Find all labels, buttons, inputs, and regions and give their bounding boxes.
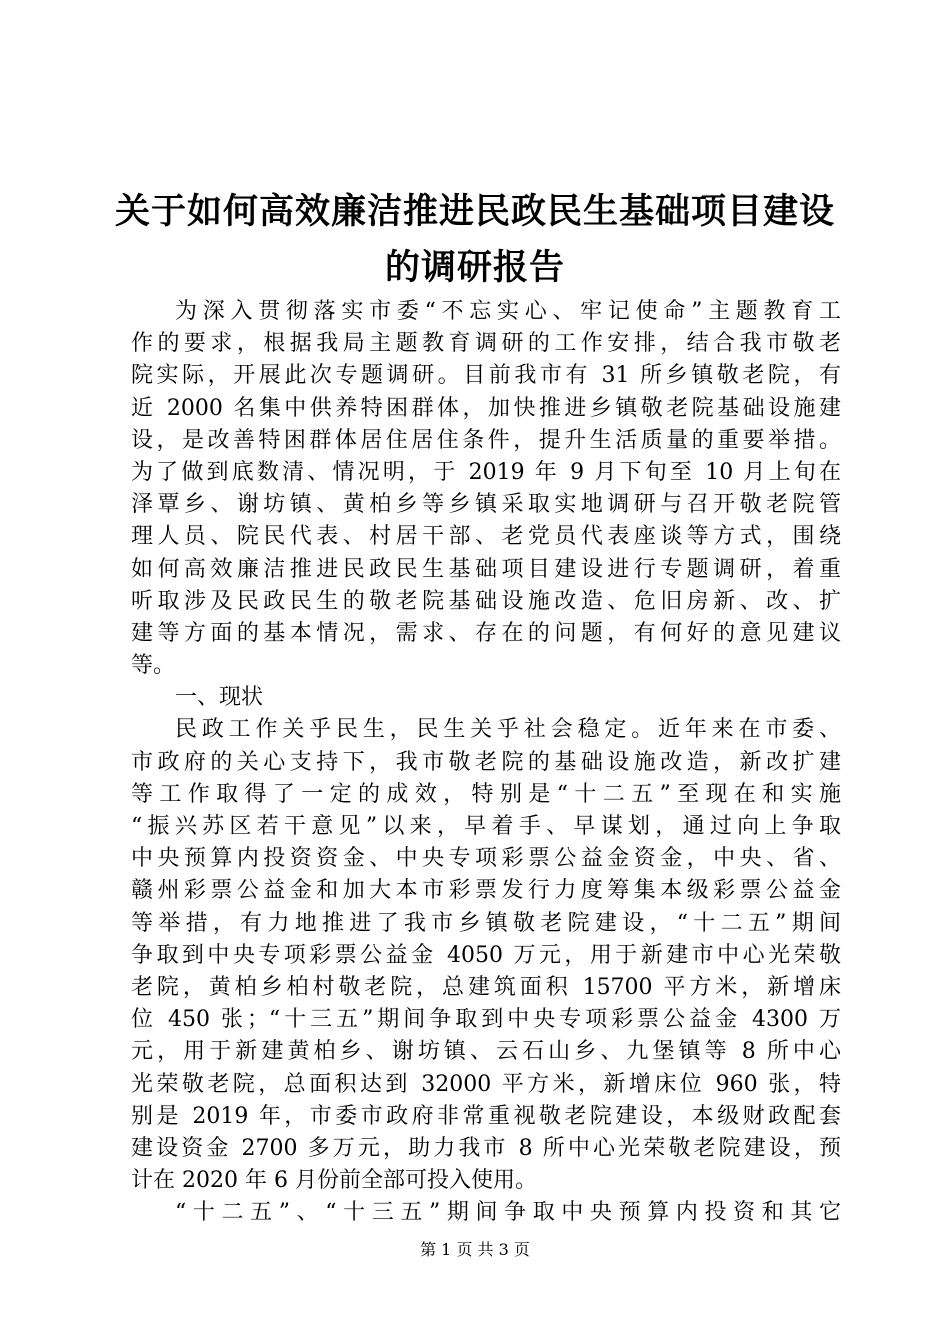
document-title-line-2: 的调研报告 xyxy=(384,248,565,288)
body-line: 民政工作关乎民生，民生关乎社会稳定。近年来在市委、 xyxy=(175,717,841,743)
body-line: 等。 xyxy=(131,653,176,679)
body-line: 光荣敬老院，总面积达到 32000 平方米，新增床位 960 张，特 xyxy=(131,1071,841,1097)
body-line: 近 2000 名集中供养特困群体，加快推进乡镇敬老院基础设施建 xyxy=(131,395,841,421)
body-line: “振兴苏区若干意见”以来，早着手、早谋划，通过向上争取 xyxy=(131,814,841,839)
body-line: 市政府的关心支持下，我市敬老院的基础设施改造，新改扩建 xyxy=(131,749,841,775)
body-line: 计在 2020 年 6 月份前全部可投入使用。 xyxy=(131,1168,537,1194)
body-line: 赣州彩票公益金和加大本市彩票发行力度筹集本级彩票公益金 xyxy=(131,878,841,904)
page-footer: 第 1 页 共 3 页 xyxy=(420,1240,530,1259)
body-line: 听取涉及民政民生的敬老院基础设施改造、危旧房新、改、扩 xyxy=(131,588,841,614)
body-line: 老院，黄柏乡柏村敬老院，总建筑面积 15700 平方米，新增床 xyxy=(131,974,841,1000)
body-line: 设，是改善特困群体居住居住条件，提升生活质量的重要举措。 xyxy=(131,427,841,453)
body-line: 别是 2019 年，市委市政府非常重视敬老院建设，本级财政配套 xyxy=(131,1103,841,1129)
body-line: 理人员、院民代表、村居干部、老党员代表座谈等方式，围绕 xyxy=(131,524,841,550)
body-line: 位 450 张；“十三五”期间争取到中央专项彩票公益金 4300 万 xyxy=(131,1007,841,1033)
body-line: 建等方面的基本情况，需求、存在的问题，有何好的意见建议 xyxy=(131,620,841,646)
body-line: 泽覃乡、谢坊镇、黄柏乡等乡镇采取实地调研与召开敬老院管 xyxy=(131,492,841,518)
body-line: 如何高效廉洁推进民政民生基础项目建设进行专题调研，着重 xyxy=(131,556,841,582)
document-body xyxy=(131,296,841,1229)
body-line: 中央预算内投资资金、中央专项彩票公益金资金，中央、省、 xyxy=(131,846,841,872)
body-line: 为了做到底数清、情况明，于 2019 年 9 月下旬至 10 月上旬在 xyxy=(131,459,841,485)
body-line: 等工作取得了一定的成效，特别是“十二五”至现在和实施 xyxy=(131,781,841,807)
body-line: 一、现状 xyxy=(175,685,264,711)
body-line: 争取到中央专项彩票公益金 4050 万元，用于新建市中心光荣敬 xyxy=(131,942,841,968)
document-title-line-1: 关于如何高效廉洁推进民政民生基础项目建设 xyxy=(114,192,835,232)
body-line: 等举措，有力地推进了我市乡镇敬老院建设，“十二五”期间 xyxy=(131,910,841,936)
body-line: 作的要求，根据我局主题教育调研的工作安排，结合我市敬老 xyxy=(131,331,841,357)
body-line: 为深入贯彻落实市委“不忘实心、牢记使命”主题教育工 xyxy=(175,299,841,324)
body-line: 元，用于新建黄柏乡、谢坊镇、云石山乡、九堡镇等 8 所中心 xyxy=(131,1039,841,1065)
body-line: “十二五”、“十三五”期间争取中央预算内投资和其它 xyxy=(175,1200,841,1226)
body-line: 建设资金 2700 多万元，助力我市 8 所中心光荣敬老院建设，预 xyxy=(131,1135,841,1161)
body-line: 院实际，开展此次专题调研。目前我市有 31 所乡镇敬老院，有 xyxy=(131,363,841,389)
